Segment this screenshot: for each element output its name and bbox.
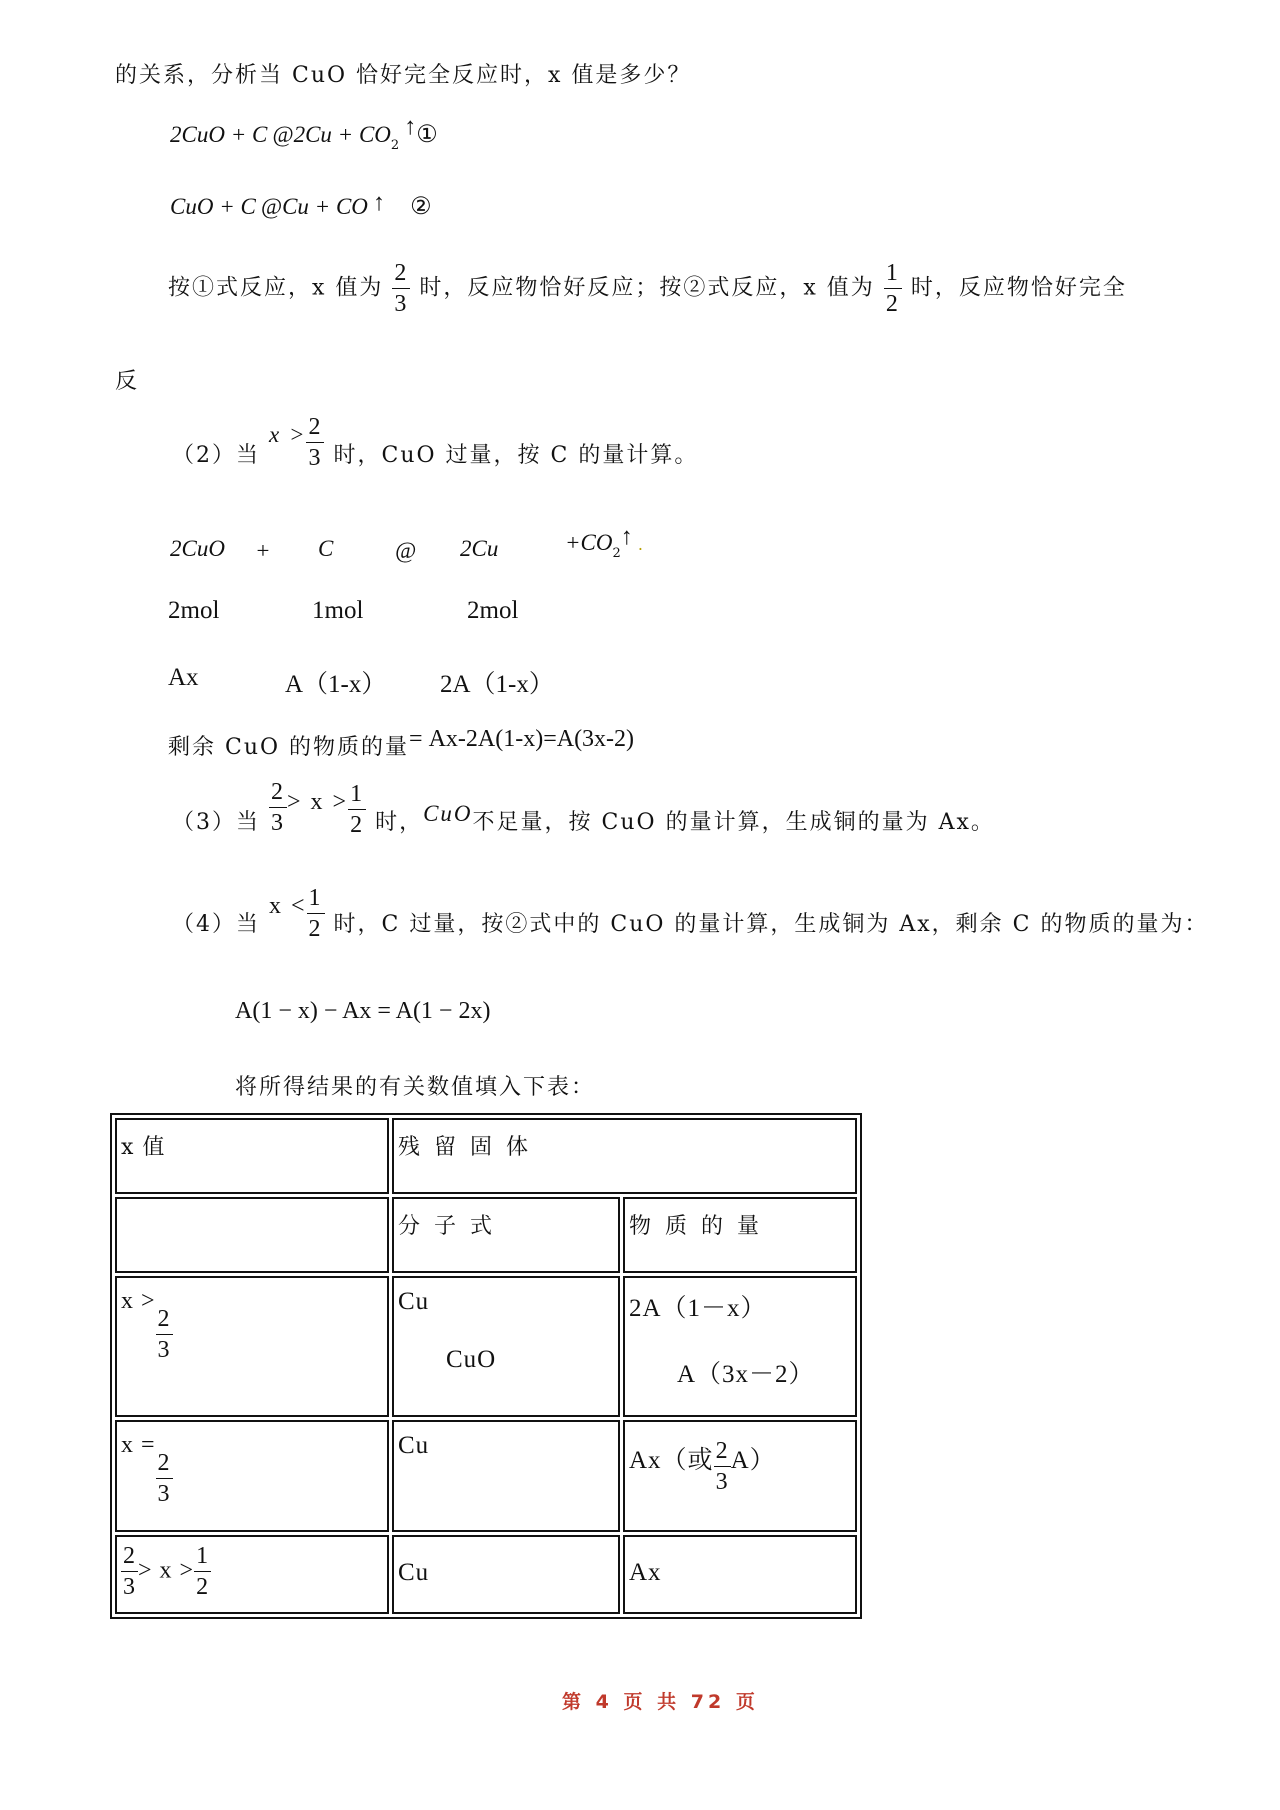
rxn-co-text: +CO [565, 530, 613, 555]
results-table [110, 1113, 862, 1619]
para1-text-3: 时，反应物恰好完全 [910, 275, 1127, 301]
rxn-plus: + [255, 538, 271, 563]
eq1-right: 2Cu + CO [293, 122, 391, 147]
cell-amount: Ax（或 $\frac{2}{3}$ A） [623, 1420, 857, 1532]
frac-num: 1 [885, 260, 900, 286]
table-intro: 将所得结果的有关数值填入下表： [235, 1075, 596, 1100]
remain-expr: = Ax-2A(1-x)=A(3x-2) [409, 726, 635, 752]
cell-empty [115, 1197, 389, 1273]
table-row [115, 1535, 857, 1614]
rxn-arrow: ↑ [620, 524, 633, 550]
fraction-two-thirds [306, 412, 324, 473]
header-residual-solid: 残留固体 [392, 1118, 857, 1194]
rxn-sub: 2 [612, 546, 621, 561]
case-2 [172, 413, 699, 487]
remain-label: 剩余 CuO 的物质的量 [168, 735, 410, 760]
cell-condition: x > $\frac{2}{3}$ [115, 1276, 389, 1417]
mol-cu: 2mol [467, 597, 519, 624]
mol-cuo: 2mol [168, 597, 220, 624]
frac-den: 2 [348, 809, 366, 840]
footer-pre: 第 [562, 1691, 586, 1713]
rxn-cu: 2Cu [460, 536, 499, 561]
case-4 [172, 884, 1209, 956]
footer-mid: 页 共 [623, 1691, 681, 1713]
table-row [115, 1197, 857, 1273]
amount-cu: 2A（1-x） [440, 671, 554, 698]
fraction-two-thirds: $\frac{2}{3}$ [157, 1306, 171, 1363]
case3-text-1: 时， [375, 810, 424, 835]
para1-text-1: 按①式反应，x 值为 [168, 275, 384, 301]
amount-c: A（1-x） [285, 671, 387, 698]
header-formula: 分子式 [392, 1197, 620, 1273]
eq1-left: 2CuO + C [170, 122, 268, 147]
frac-den: 2 [884, 288, 902, 319]
rxn-co2 [565, 524, 643, 561]
frac-num: 1 [350, 780, 365, 807]
frac-den: 2 [307, 913, 325, 944]
fraction-two-thirds: $\frac{2}{3}$ [123, 1543, 136, 1600]
footer-post: 页 [735, 1691, 759, 1713]
case2-cond: x > [269, 422, 307, 447]
equation-1 [170, 114, 438, 153]
footer-page: 4 [595, 1691, 613, 1713]
case3-text-2: 不足量，按 CuO 的量计算，生成铜的量为 Ax。 [472, 810, 995, 835]
eq2-left: CuO + C [170, 194, 256, 219]
cell-amount: Ax [623, 1535, 857, 1614]
case-3 [172, 778, 995, 854]
case4-expression: A(1 − x) − Ax = A(1 − 2x) [235, 998, 491, 1024]
eq2-arrow: ↑ [372, 190, 385, 216]
case3-mid: > x > [287, 789, 349, 815]
header-x-value: x 值 [115, 1118, 389, 1194]
eq1-mid: @ [272, 122, 294, 147]
remain-line [168, 726, 635, 761]
case3-cuo: CuO [423, 801, 473, 826]
eq1-arrow: ↑ [404, 114, 417, 140]
frac-num: 2 [271, 778, 285, 805]
para1-text-2: 时，反应物恰好反应；按②式反应，x 值为 [419, 275, 875, 301]
table-row [115, 1420, 857, 1532]
amount-cuo: Ax [168, 664, 199, 691]
rxn-c: C [318, 536, 334, 561]
frac-den: 3 [269, 807, 287, 838]
eq2-mid: @ [260, 194, 283, 219]
frac-den: 3 [306, 442, 324, 473]
frac-den: 3 [392, 288, 410, 319]
fraction-two-thirds [392, 258, 410, 319]
rxn-cuo: 2CuO [170, 536, 225, 561]
frac-num: 2 [308, 413, 323, 440]
frac-num: 2 [394, 260, 409, 286]
stray-dot: . [637, 535, 643, 554]
fraction-two-thirds: $\frac{2}{3}$ [715, 1438, 729, 1495]
cell-amount: 2A（1－x） A（3x－2） [623, 1276, 857, 1417]
case4-text: 时，C 过量，按②式中的 CuO 的量计算，生成铜为 Ax，剩余 C 的物质的量为： [333, 912, 1209, 937]
case4-cond: x < [269, 893, 307, 919]
frac-num: 1 [308, 884, 323, 911]
cell-formula: Cu CuO [392, 1276, 620, 1417]
mol-c: 1mol [312, 597, 364, 624]
case2-text: 时，CuO 过量，按 C 的量计算。 [333, 443, 699, 468]
header-amount: 物质的量 [623, 1197, 857, 1273]
cell-formula: Cu [392, 1420, 620, 1532]
paragraph-1 [168, 258, 1127, 319]
case3-label: （3）当 [172, 810, 260, 835]
footer-total: 72 [690, 1691, 726, 1713]
fraction-one-half: $\frac{1}{2}$ [196, 1543, 210, 1600]
eq2-right: Cu + CO [282, 194, 368, 219]
fraction-one-half [307, 883, 325, 944]
rxn-at: @ [395, 538, 417, 563]
fraction-one-half [348, 779, 366, 840]
eq1-sub: 2 [390, 138, 400, 153]
fraction-two-thirds: $\frac{2}{3}$ [157, 1450, 171, 1507]
para1-continuation: 反 [115, 369, 140, 394]
case4-label: （4）当 [172, 912, 260, 937]
cell-formula: Cu [392, 1535, 620, 1614]
cell-condition: x = $\frac{2}{3}$ [115, 1420, 389, 1532]
cell-condition: $\frac{2}{3}$ > x > $\frac{1}{2}$ [115, 1535, 389, 1614]
eq1-marker: ① [416, 122, 438, 148]
intro-line: 的关系，分析当 CuO 恰好完全反应时，x 值是多少？ [115, 63, 692, 88]
fraction-two-thirds [269, 777, 287, 838]
page-footer [562, 1687, 759, 1714]
case2-label: （2）当 [172, 443, 260, 468]
equation-2 [170, 192, 432, 221]
table-row [115, 1118, 857, 1194]
table-row [115, 1276, 857, 1417]
eq2-marker: ② [410, 194, 432, 220]
fraction-one-half [884, 258, 902, 319]
